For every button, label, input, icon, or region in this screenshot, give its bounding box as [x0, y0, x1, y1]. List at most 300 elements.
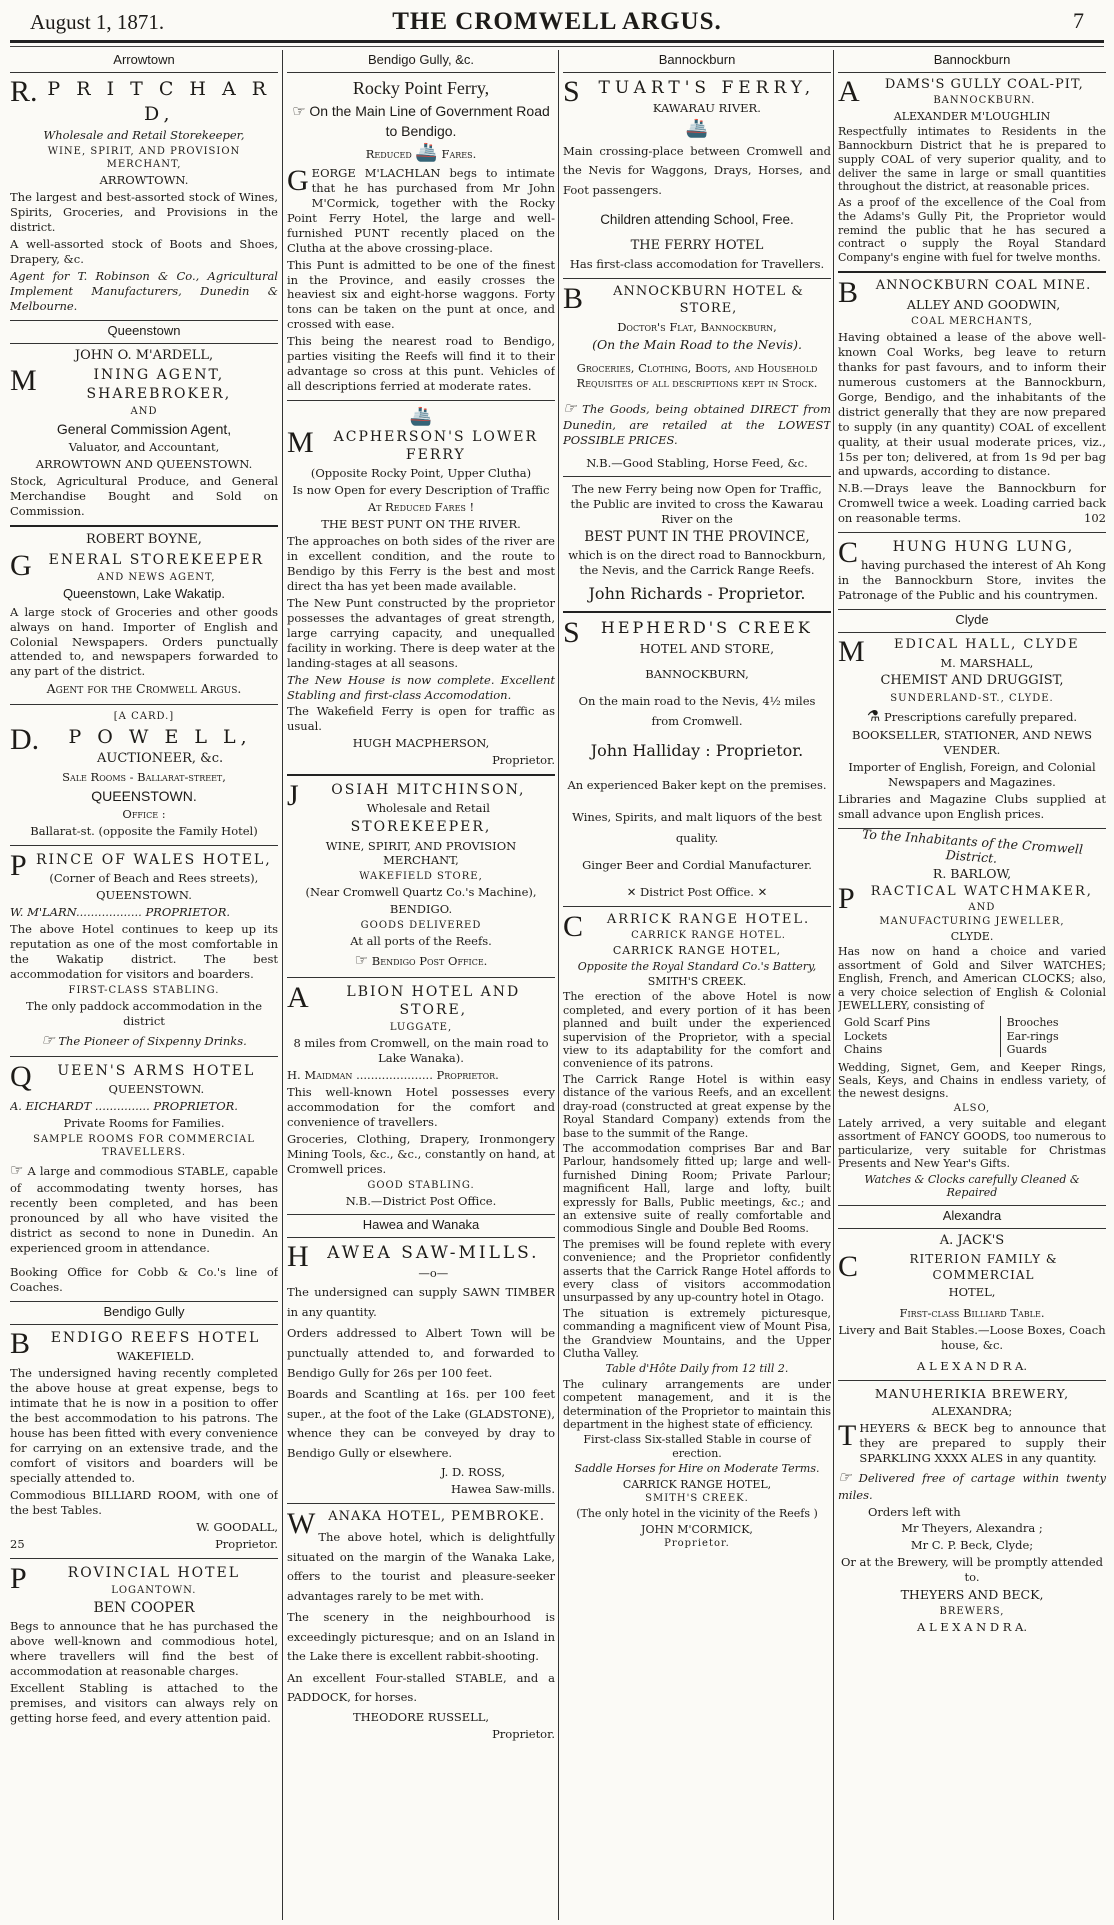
- ad-title: DAMS'S GULLY COAL-PIT,: [884, 76, 1084, 92]
- masthead: [0, 0, 1114, 44]
- ad-title: UEEN'S ARMS HOTEL: [57, 1063, 256, 1080]
- ad-line: CARRICK RANGE HOTEL,: [622, 1477, 772, 1491]
- ad-line: WAKEFIELD.: [116, 1349, 195, 1364]
- ad-line: W. GOODALL,: [196, 1519, 278, 1534]
- section-header-bannockburn: Bannockburn: [563, 50, 831, 73]
- list-item: Lockets: [844, 1029, 888, 1043]
- ad-barlow-watchmaker: [838, 826, 1106, 1200]
- ad-title: LBION HOTEL AND STORE,: [346, 983, 521, 1018]
- ad-line: Fares.: [441, 146, 477, 161]
- ad-line: N.B.—District Post Office.: [345, 1193, 497, 1208]
- drop-initial: B: [838, 275, 859, 309]
- ad-line: ARROWTOWN.: [99, 173, 189, 188]
- ad-line: QUEENSTOWN.: [108, 1082, 205, 1097]
- ad-line: QUEENSTOWN.: [96, 888, 192, 903]
- drop-initial: C: [838, 536, 859, 570]
- drop-initial: B: [563, 281, 584, 315]
- ad-line: SMITH'S CREEK.: [647, 975, 747, 989]
- ad-paragraph: A large and commodious STABLE, capable of accommodating twenty horses, has recently been completed, and has been pronounced by all who have visited the district as second to none in Dunedin. An experienced groom in attendance.: [10, 1164, 278, 1255]
- ad-title: ROVINCIAL HOTEL: [67, 1564, 240, 1581]
- ad-line: JOHN O. M'ARDELL,: [74, 347, 214, 363]
- list-item: Brooches: [1006, 1016, 1059, 1030]
- ad-line: CARRICK RANGE HOTEL.: [631, 930, 786, 942]
- ad-stuarts-ferry: [563, 74, 831, 272]
- ad-paragraph: HEYERS & BECK beg to announce that they are prepared to supply their SPARKLING XXXX ALES in any quantity.: [859, 1421, 1106, 1466]
- ad-line: MANUFACTURING JEWELLER,: [879, 915, 1065, 927]
- ad-line: 8 miles from Cromwell, on the main road to Lake Wanaka).: [293, 1036, 549, 1066]
- ad-separator: [10, 1558, 278, 1559]
- ad-line: BANNOCKBURN.: [933, 95, 1036, 107]
- ad-line: CHEMIST AND DRUGGIST,: [880, 672, 1064, 688]
- ad-line: BANNOCKBURN,: [645, 667, 749, 682]
- ad-paragraph: having purchased the interest of Ah Kong in the Bannockburn Store, invites the Patronage of the Public and his countrymen.: [838, 558, 1106, 603]
- pointing-hand-icon: ☞: [292, 102, 306, 121]
- ad-line: Ginger Beer and Cordial Manufacturer.: [582, 858, 812, 873]
- ad-title: RACTICAL WATCHMAKER,: [870, 883, 1093, 899]
- drop-initial: P: [10, 849, 27, 883]
- column-4: [838, 50, 1106, 1920]
- ad-line: The only paddock accommodation in the district: [25, 998, 263, 1028]
- ad-bendigo-reefs-hotel: [10, 1329, 278, 1551]
- section-header-clyde: Clyde: [838, 609, 1106, 633]
- page-number: 7: [1073, 8, 1084, 33]
- ad-line: Children attending School, Free.: [600, 211, 794, 227]
- ad-line: Livery and Bait Stables.—Loose Boxes, Coach house, &c.: [838, 1323, 1106, 1353]
- drop-initial: M: [838, 635, 865, 669]
- ad-paragraph: The new Ferry being now Open for Traffic, the Public are invited to cross the Kawarau River on the: [570, 482, 824, 526]
- ad-line: Doctor's Flat, Bannockburn,: [617, 319, 777, 334]
- ad-paragraph: Having obtained a lease of the above well-known Coal Works, beg leave to return thanks for past favours, and to inform their numerous customers at the Bannockburn, Gorge, Bendigo, and the inhabitants of the district generally that they are now prepared to supply (in any quantity) COAL of excellent quality, at their usual moderate prices, viz., 15s per ton; delivered, at from 1s 9d per bag and upwards, according to distance.: [838, 330, 1106, 479]
- drop-initial: M: [10, 364, 37, 398]
- ad-paragraph: The scenery in the neighbourhood is exceedingly picturesque; and on an Island in the Lake there is excellent rabbit-shooting.: [287, 1610, 555, 1664]
- ad-line: John Richards - Proprietor.: [588, 584, 806, 604]
- ad-paragraph: A well-assorted stock of Boots and Shoes, Drapery, &c.: [10, 236, 278, 266]
- ad-line: THE FERRY HOTEL: [630, 238, 764, 254]
- ad-line: Valuator, and Accountant,: [68, 439, 220, 454]
- ad-line: ALEXANDRA;: [931, 1404, 1013, 1419]
- drop-initial: A: [287, 980, 309, 1014]
- ad-paragraph: A large stock of Groceries and other goods always on hand. Importer of English and Colonial Newspapers. Orders punctually attended to, and newspapers forwarded to any part of the district.: [10, 604, 278, 679]
- ad-manuherikia-brewery: [838, 1386, 1106, 1635]
- ad-separator: [563, 476, 831, 477]
- ad-title: ANNOCKBURN HOTEL & STORE,: [613, 283, 804, 316]
- drop-initial: S: [563, 616, 580, 650]
- ad-line: Mr C. P. Beck, Clyde;: [910, 1538, 1034, 1553]
- drop-initial: J: [287, 779, 299, 813]
- pointing-hand-icon: ☞: [354, 951, 369, 970]
- jewellery-list: [838, 1014, 1106, 1058]
- ad-boyne: [10, 532, 278, 698]
- ad-separator: [10, 845, 278, 846]
- ad-line: Table d'Hôte Daily from 12 till 2.: [605, 1362, 789, 1376]
- section-header-arrowtown: Arrowtown: [10, 50, 278, 73]
- column-1: [10, 50, 278, 1920]
- ad-line: (On the Main Road to the Nevis).: [592, 336, 802, 352]
- ad-medical-hall: [838, 637, 1106, 822]
- ad-line: which is on the direct road to Bannockburn, the Nevis, and the Carrick Range Reefs.: [568, 548, 826, 578]
- ad-line: A. EICHARDT ............... PROPRIETOR.: [10, 1099, 238, 1114]
- ad-line: HOTEL AND STORE,: [639, 640, 775, 656]
- ad-line: Wholesale and Retail: [366, 801, 490, 816]
- ad-line: An experienced Baker kept on the premises.: [567, 778, 827, 792]
- ad-paragraph: Boards and Scantling at 16s. per 100 feet super., at the foot of the Lake (GLADSTONE), whence they can be conveyed by dray to Bendigo Gully or elsewhere.: [287, 1387, 555, 1460]
- ad-separator: [287, 774, 555, 776]
- ad-line: A L E X A N D R A.: [917, 1620, 1027, 1635]
- ad-pritchard: [10, 74, 278, 314]
- ad-paragraph: Excellent Stabling is attached to the premises, and visitors can always rely on getting horse feed, and every attention paid.: [10, 1680, 278, 1725]
- ad-bannockburn-coal-mine: [838, 275, 1106, 526]
- ad-powell: [10, 710, 278, 840]
- ad-title: P R I T C H A R D,: [47, 77, 272, 125]
- ad-line: AND: [968, 901, 996, 913]
- drop-initial: G: [287, 163, 309, 197]
- ad-title: HEPHERD'S CREEK: [600, 618, 813, 638]
- ad-paragraph: The accommodation comprises Bar and Bar Parlour, handsomely fitted up; large and well-furnished Dining Room; Private Parlour; magnificent Hall, large and lofty, built expressly for Balls, Public meetings, &c.; and an extensive suite of really comfortable and commodious Single and Double Bed Rooms.: [563, 1141, 831, 1236]
- list-item: Ear-rings: [1006, 1029, 1059, 1043]
- ad-line: First-class Billiard Table.: [899, 1306, 1045, 1321]
- ad-separator: [838, 1380, 1106, 1381]
- ad-line: Queenstown, Lake Wakatip.: [62, 585, 226, 601]
- ad-line: Private Rooms for Families.: [63, 1116, 225, 1131]
- column-3: [563, 50, 831, 1920]
- ad-line: JOHN M'CORMICK,: [641, 1522, 753, 1536]
- ad-separator: [10, 704, 278, 705]
- drop-initial: D.: [10, 722, 40, 756]
- section-header-hawea-wanaka: Hawea and Wanaka: [287, 1214, 555, 1238]
- drop-initial: G: [10, 548, 32, 582]
- masthead-rule-thin: [10, 46, 1104, 47]
- drop-initial: R.: [10, 74, 38, 108]
- ad-paragraph: This well-known Hotel possesses every accommodation for the comfort and convenience of travellers.: [287, 1084, 555, 1129]
- ad-paragraph: EORGE M'LACHLAN begs to intimate that he has purchased from Mr John M'Cormick, together with the Rocky Point Ferry Hotel, the large and well-furnished PUNT recently placed on the Clutha at the above crossing-place.: [287, 165, 555, 255]
- ad-number: 102: [1084, 511, 1106, 526]
- ad-title: ARRICK RANGE HOTEL.: [606, 912, 811, 928]
- ad-title: ACPHERSON'S LOWER FERRY: [333, 429, 539, 464]
- ad-title: P O W E L L,: [68, 725, 252, 748]
- mortar-pestle-icon: ⚗: [866, 706, 881, 725]
- ad-paragraph: The situation is extremely picturesque, commanding a magnificent view of Mount Pisa, the Grandview Mountains, and the Upper Clutha Valley.: [563, 1306, 831, 1361]
- ad-separator: [10, 525, 278, 527]
- ad-line: Sale Rooms - Ballarat-street,: [62, 770, 226, 785]
- ad-paragraph: The above Hotel continues to keep up its reputation as one of the most comfortable in the Wakatip district. The best accommodation for visitors and boarders.: [10, 922, 278, 981]
- ad-line: THE BEST PUNT ON THE RIVER.: [321, 517, 521, 532]
- ad-line: BEST PUNT IN THE PROVINCE,: [584, 528, 810, 545]
- ad-title: ANAKA HOTEL, PEMBROKE.: [328, 1509, 546, 1525]
- ad-line: SUNDERLAND-ST., CLYDE.: [890, 692, 1054, 704]
- pointing-hand-icon: ☞: [838, 1468, 852, 1487]
- ad-line: Opposite the Royal Standard Co.'s Battery,: [577, 959, 817, 973]
- ad-line: ✕ District Post Office. ✕: [626, 885, 768, 900]
- ad-line: AND NEWS AGENT,: [97, 571, 216, 583]
- ad-separator: [287, 977, 555, 978]
- ferry-icon: 🚢: [685, 117, 709, 139]
- ad-line: Is now Open for every Description of Traffic: [292, 483, 550, 498]
- ad-paragraph: N.B.—Drays leave the Bannockburn for Cromwell twice a week. Loading carried back on reasonable terms.: [838, 481, 1106, 526]
- ad-paragraph: The above hotel, which is delightfully situated on the margin of the Wanaka Lake, offers to the tourist and pleasure-seeker advantages rarely to be met with.: [287, 1530, 555, 1603]
- drop-initial: C: [838, 1250, 859, 1284]
- ad-line: SAMPLE ROOMS FOR COMMERCIAL TRAVELLERS.: [33, 1134, 255, 1159]
- ad-line: A. JACK'S: [939, 1233, 1005, 1249]
- ad-paragraph: The New Punt constructed by the proprietor possesses the advantages of great strength, large carrying capacity, and unequalled facility in working. There is deep water at the landing-stages at all seasons.: [287, 595, 555, 670]
- ad-separator: [838, 271, 1106, 273]
- ad-paragraph: Booking Office for Cobb & Co.'s line of Coaches.: [10, 1265, 278, 1295]
- ad-line: KAWARAU RIVER.: [652, 100, 761, 115]
- ad-line: STOREKEEPER,: [350, 819, 492, 836]
- ad-number: 25: [10, 1536, 25, 1551]
- ad-hawea-saw-mills: [287, 1242, 555, 1497]
- pointing-hand-icon: ☞: [10, 1161, 24, 1180]
- ad-line: Wholesale and Retail Storekeeper,: [43, 128, 245, 143]
- ad-paragraph: Begs to announce that he has purchased the above well-known and commodious hotel, where travellers will find the best of accommodation at reasonable charges.: [10, 1618, 278, 1678]
- ad-paragraph: Groceries, Clothing, Drapery, Ironmongery Mining Tools, &c., &c., constantly on hand, at Cromwell prices.: [287, 1131, 555, 1176]
- ad-line: First-class Six-stalled Stable in course of erection.: [583, 1433, 811, 1460]
- ad-line: ROBERT BOYNE,: [86, 531, 202, 547]
- ad-line: Mr Theyers, Alexandra ;: [901, 1521, 1043, 1536]
- ad-macphersons-ferry: [287, 406, 555, 768]
- ad-line: SMITH'S CREEK.: [645, 1493, 749, 1505]
- ad-line: Saddle Horses for Hire on Moderate Terms.: [574, 1462, 820, 1476]
- ad-line: COAL MERCHANTS,: [911, 316, 1033, 328]
- ad-line: ALEXANDER M'LOUGHLIN: [893, 109, 1051, 123]
- ad-line: THEODORE RUSSELL,: [352, 1710, 490, 1724]
- ad-paragraph: Has now on hand a choice and varied assortment of Gold and Silver WATCHES; English, French, and American CLOCKS; also, a very choice selection of English & Colonial JEWELLERY, consisting of: [838, 945, 1106, 1012]
- ad-line: Or at the Brewery, will be promptly attended to.: [840, 1555, 1104, 1585]
- ad-line: (The only hotel in the vicinity of the Reefs ): [576, 1507, 818, 1521]
- ad-line: Hawea Saw-mills.: [450, 1482, 555, 1497]
- ad-line: A L E X A N D R A.: [917, 1359, 1027, 1374]
- ad-line: AND: [130, 405, 158, 417]
- ad-line: BREWERS,: [939, 1606, 1005, 1618]
- list-item: Guards: [1006, 1043, 1047, 1057]
- ad-title: ENDIGO REEFS HOTEL: [50, 1330, 261, 1347]
- ad-separator: [287, 400, 555, 401]
- ad-mitchinson: [287, 781, 555, 971]
- ad-mcardell: [10, 348, 278, 519]
- drop-initial: P: [10, 1561, 27, 1595]
- ad-line: Watches & Clocks carefully Cleaned & Repaired: [864, 1172, 1080, 1200]
- pointing-hand-icon: ☞: [41, 1030, 55, 1049]
- ad-line: N.B.—Good Stabling, Horse Feed, &c.: [586, 456, 808, 471]
- ad-line: On the Main Line of Government Road to Bendigo.: [309, 103, 550, 139]
- ad-prince-of-wales: [10, 851, 278, 1050]
- ad-title: HUNG HUNG LUNG,: [892, 539, 1075, 556]
- ad-line: Office :: [122, 807, 166, 822]
- ad-line: Proprietor.: [492, 1726, 555, 1741]
- ad-line: ALLEY AND GOODWIN,: [906, 296, 1061, 312]
- ad-bannockburn-hotel: [563, 281, 831, 605]
- ad-paragraph: Delivered free of cartage within twenty miles.: [838, 1471, 1106, 1502]
- ad-line: Bendigo Post Office.: [371, 954, 488, 969]
- drop-initial: Q: [10, 1060, 32, 1094]
- ad-paragraph: The Carrick Range Hotel is within easy distance of the various Reefs, and an excellent dray-road (constructed at great expense by the Royal Standard Company) extends from the base to the summit of the Range.: [563, 1072, 831, 1140]
- section-header-alexandra: Alexandra: [838, 1205, 1106, 1229]
- ad-line: WINE, SPIRIT, AND PROVISION MERCHANT,: [47, 146, 241, 171]
- ad-title: Rocky Point Ferry,: [352, 77, 490, 98]
- ad-title: ENERAL STOREKEEPER: [48, 551, 264, 568]
- ad-paragraph: Agent for T. Robinson & Co., Agricultural Implement Manufacturers, Dunedin & Melbourne.: [10, 268, 278, 313]
- ad-line: GOODS DELIVERED: [360, 920, 482, 932]
- ad-paragraph: The Goods, being obtained DIRECT from Dunedin, are retailed at the LOWEST POSSIBLE PRICES.: [563, 401, 831, 448]
- ad-title: OSIAH MITCHINSON,: [331, 782, 526, 799]
- ad-line: R. BARLOW,: [932, 866, 1012, 882]
- ad-chung-hung-lung: [838, 538, 1106, 603]
- ad-paragraph: The culinary arrangements are under competent management, and it is the determination of the Proprietor to maintain this department in the highest state of efficiency.: [563, 1377, 831, 1432]
- ad-separator: [838, 532, 1106, 533]
- ad-paragraph: Lately arrived, a very suitable and elegant assortment of FANCY GOODS, too numerous to particularize, very suitable for Christmas Presents and New Year's Gifts.: [838, 1117, 1106, 1171]
- drop-initial: H: [287, 1240, 309, 1274]
- drop-initial: A: [838, 74, 860, 108]
- ad-line: HOTEL,: [948, 1285, 996, 1300]
- ad-line: FIRST-CLASS STABLING.: [68, 984, 220, 996]
- ad-line: (Opposite Rocky Point, Upper Clutha): [310, 466, 532, 481]
- ad-line: (Near Cromwell Quartz Co.'s Machine),: [305, 885, 537, 900]
- ad-paragraph: Groceries, Clothing, Boots, and Household Requisites of all descriptions kept in Stock.: [576, 360, 818, 390]
- ad-provincial-hotel: [10, 1561, 278, 1726]
- ad-line: Proprietor.: [664, 1538, 730, 1550]
- ad-line: The Pioneer of Sixpenny Drinks.: [58, 1033, 247, 1048]
- ad-paragraph: Respectfully intimates to Residents in the Bannockburn District that he is prepared to supply COAL of very superior quality, and to deliver the same in large or small quantities throughout the district, at reasonable prices.: [838, 125, 1106, 194]
- section-header-bannockburn: Bannockburn: [838, 50, 1106, 73]
- ad-title: EDICAL HALL, CLYDE: [894, 637, 1080, 653]
- ad-albion-hotel: [287, 980, 555, 1209]
- ad-line: Orders left with: [868, 1504, 961, 1519]
- ad-adams-gully-coal: [838, 74, 1106, 265]
- ad-line: John Halliday : Proprietor.: [590, 741, 804, 761]
- column-2: [287, 50, 555, 1920]
- ad-separator: [563, 611, 831, 613]
- ad-line: ARROWTOWN AND QUEENSTOWN.: [35, 456, 253, 471]
- pointing-hand-icon: ☞: [563, 398, 577, 417]
- ad-line: CARRICK RANGE HOTEL,: [612, 944, 782, 958]
- ad-line: Proprietor.: [492, 753, 555, 768]
- column-divider: [833, 50, 834, 1920]
- ad-paragraph: Wedding, Signet, Gem, and Keeper Rings, Seals, Keys, and Chains in endless variety, of the newest designs.: [838, 1060, 1106, 1101]
- ad-paragraph: This being the nearest road to Bendigo, parties visiting the Reefs will find it to their advantage so cross at this punt. Vehicles of all descriptions ferried at moderate rates.: [287, 334, 555, 394]
- ad-title: RITERION FAMILY & COMMERCIAL: [909, 1252, 1058, 1282]
- ad-line: ALSO,: [953, 1102, 991, 1114]
- ad-paragraph: The premises will be found replete with every convenience; and the Proprietor confidently asserts that the Carrick Range Hotel affords to every class of visitors accommodation unsurpassed by any up-country hotel in Otago.: [563, 1237, 831, 1305]
- ad-paragraph: As a proof of the excellence of the Coal from the Adams's Gully Pit, the Proprietor would remind the public that he has secured a contract o supply the Royal Standard Company's engine with fuel for twelve months.: [838, 196, 1106, 265]
- ad-line: W. M'LARN.................. PROPRIETOR.: [10, 905, 231, 920]
- ad-carrick-range-hotel: [563, 912, 831, 1550]
- ad-line: BEN COOPER: [93, 1599, 195, 1616]
- ad-line: At all ports of the Reefs.: [350, 934, 492, 949]
- ad-paragraph: Stock, Agricultural Produce, and General Merchandise Bought and Sold on Commission.: [10, 473, 278, 518]
- ad-title: TUART'S FERRY,: [598, 77, 816, 98]
- column-divider: [558, 50, 559, 1920]
- ad-line: LUGGATE,: [389, 1022, 453, 1034]
- ad-separator: [563, 278, 831, 279]
- ad-line: BOOKSELLER, STATIONER, AND NEWS VENDER.: [851, 728, 1093, 758]
- ferry-icon: 🚢: [409, 406, 433, 428]
- ad-line: H. Maidman ..................... Proprietor.: [287, 1067, 499, 1082]
- drop-initial: M: [287, 426, 314, 460]
- ad-paragraph: The approaches on both sides of the river are in excellent condition, and the route to Bendigo by this Ferry is the best and most direct tha has yet been made available.: [287, 534, 555, 593]
- issue-date: August 1, 1871.: [30, 10, 165, 34]
- ad-jacks-criterion: [838, 1233, 1106, 1374]
- drop-initial: C: [563, 910, 584, 944]
- ad-paragraph: Importer of English, Foreign, and Colonial Newspapers and Magazines.: [848, 760, 1096, 790]
- ad-paragraph: The undersigned having recently completed the above house at great expense, begs to intimate that he is now in a position to offer the best accommodation to his patrons. The house has been fitted with every convenience for carrying on an extensive trade, and the comfort of visitors and boarders will be specially attended to.: [10, 1366, 278, 1485]
- ad-rocky-point-ferry: [287, 77, 555, 394]
- ad-paragraph: The New House is now complete. Excellent Stabling and first-class Accomodation.: [287, 672, 555, 702]
- ad-title: RINCE OF WALES HOTEL,: [35, 852, 272, 869]
- ad-title: INING AGENT, SHAREBROKER,: [86, 367, 232, 402]
- ad-title: ANNOCKBURN COAL MINE.: [875, 277, 1092, 293]
- ad-paragraph: An excellent Four-stalled STABLE, and a PADDOCK, for horses.: [287, 1670, 555, 1705]
- ad-title: AWEA SAW-MILLS.: [327, 1243, 540, 1264]
- ad-paragraph: The erection of the above Hotel is now completed, and every portion of it has been planned and built under the experienced supervision of the Proprietor, with a special view to its adaptability for the comfort and convenience of its patrons.: [563, 990, 831, 1071]
- ad-separator: [563, 906, 831, 907]
- ad-line: Wines, Spirits, and malt liquors of the best quality.: [572, 809, 822, 845]
- drop-initial: B: [10, 1327, 31, 1361]
- ad-line: —o—: [418, 1266, 449, 1281]
- ad-paragraph: Commodious BILLIARD ROOM, with one of the best Tables.: [10, 1487, 278, 1517]
- column-divider: [282, 50, 283, 1920]
- ad-queens-arms: [10, 1062, 278, 1295]
- newspaper-title: THE CROMWELL ARGUS.: [392, 8, 722, 35]
- ad-wanaka-hotel: [287, 1509, 555, 1742]
- ad-line: To the Inhabitants of the Cromwell District.: [861, 826, 1084, 866]
- ad-line: CLYDE.: [950, 929, 994, 943]
- ad-line: At Reduced Fares !: [367, 500, 475, 515]
- ad-paragraph: The largest and best-assorted stock of Wines, Spirits, Groceries, and Provisions in the district.: [10, 190, 278, 235]
- ad-line: GOOD STABLING.: [367, 1179, 475, 1191]
- ad-line: [A CARD.]: [113, 710, 175, 722]
- drop-initial: S: [563, 74, 580, 108]
- ad-line: HUGH MACPHERSON,: [352, 736, 490, 751]
- ad-paragraph: This Punt is admitted to be one of the finest in the Province, and easily crosses the heaviest six and eight-horse waggons. Forty tons can be taken on the punt at once, and crossed with ease.: [287, 257, 555, 332]
- ad-paragraph: The Wakefield Ferry is open for traffic as usual.: [287, 704, 555, 734]
- ferry-icon: 🚢: [415, 141, 438, 163]
- masthead-rule: [10, 40, 1104, 43]
- list-item: Chains: [844, 1043, 883, 1057]
- ad-paragraph: Orders addressed to Albert Town will be punctually attended to, and forwarded to Bendigo Gully for 26s per 100 feet.: [287, 1326, 555, 1380]
- ad-line: Prescriptions carefully prepared.: [884, 709, 1078, 724]
- ad-line: M. MARSHALL,: [940, 656, 1034, 670]
- ad-line: Agent for the Cromwell Argus.: [46, 681, 242, 697]
- ad-line: WINE, SPIRIT, AND PROVISION MERCHANT,: [325, 838, 517, 868]
- section-header-queenstown: Queenstown: [10, 320, 278, 344]
- ad-line: On the main road to the Nevis, 4½ miles from Cromwell.: [578, 694, 816, 728]
- section-header-bendigo-gully: Bendigo Gully: [10, 1301, 278, 1325]
- section-header-bendigo-gully-etc: Bendigo Gully, &c.: [287, 50, 555, 73]
- ad-paragraph: Libraries and Magazine Clubs supplied at small advance upon English prices.: [838, 792, 1106, 822]
- ad-line: Has first-class accomodation for Travellers.: [569, 257, 825, 271]
- ad-line: J. D. ROSS,: [440, 1465, 505, 1480]
- ad-line: Ballarat-st. (opposite the Family Hotel): [30, 824, 258, 839]
- ad-line: QUEENSTOWN.: [91, 788, 197, 805]
- ad-paragraph: The undersigned can supply SAWN TIMBER in any quantity.: [287, 1285, 555, 1319]
- ad-line: THEYERS AND BECK,: [900, 1587, 1044, 1603]
- ad-paragraph: Main crossing-place between Cromwell and the Nevis for Waggons, Drays, Horses, and Foot passengers.: [563, 143, 831, 198]
- drop-initial: T: [838, 1419, 857, 1453]
- ad-line: BENDIGO.: [389, 902, 453, 917]
- ad-line: (Corner of Beach and Rees streets),: [49, 871, 259, 886]
- ad-line: General Commission Agent,: [56, 420, 232, 437]
- ad-line: Reduced: [365, 146, 412, 161]
- list-item: Gold Scarf Pins: [844, 1016, 931, 1030]
- ad-line: MANUHERIKIA BREWERY,: [874, 1386, 1070, 1402]
- ad-separator: [287, 1503, 555, 1504]
- ad-shepherds-creek: [563, 618, 831, 900]
- ad-line: Proprietor.: [215, 1536, 278, 1551]
- drop-initial: P: [838, 881, 855, 915]
- ad-line: LOGANTOWN.: [111, 1584, 197, 1596]
- ad-line: WAKEFIELD STORE,: [359, 871, 483, 883]
- drop-initial: W: [287, 1507, 316, 1541]
- ad-line: AUCTIONEER, &c.: [97, 751, 224, 767]
